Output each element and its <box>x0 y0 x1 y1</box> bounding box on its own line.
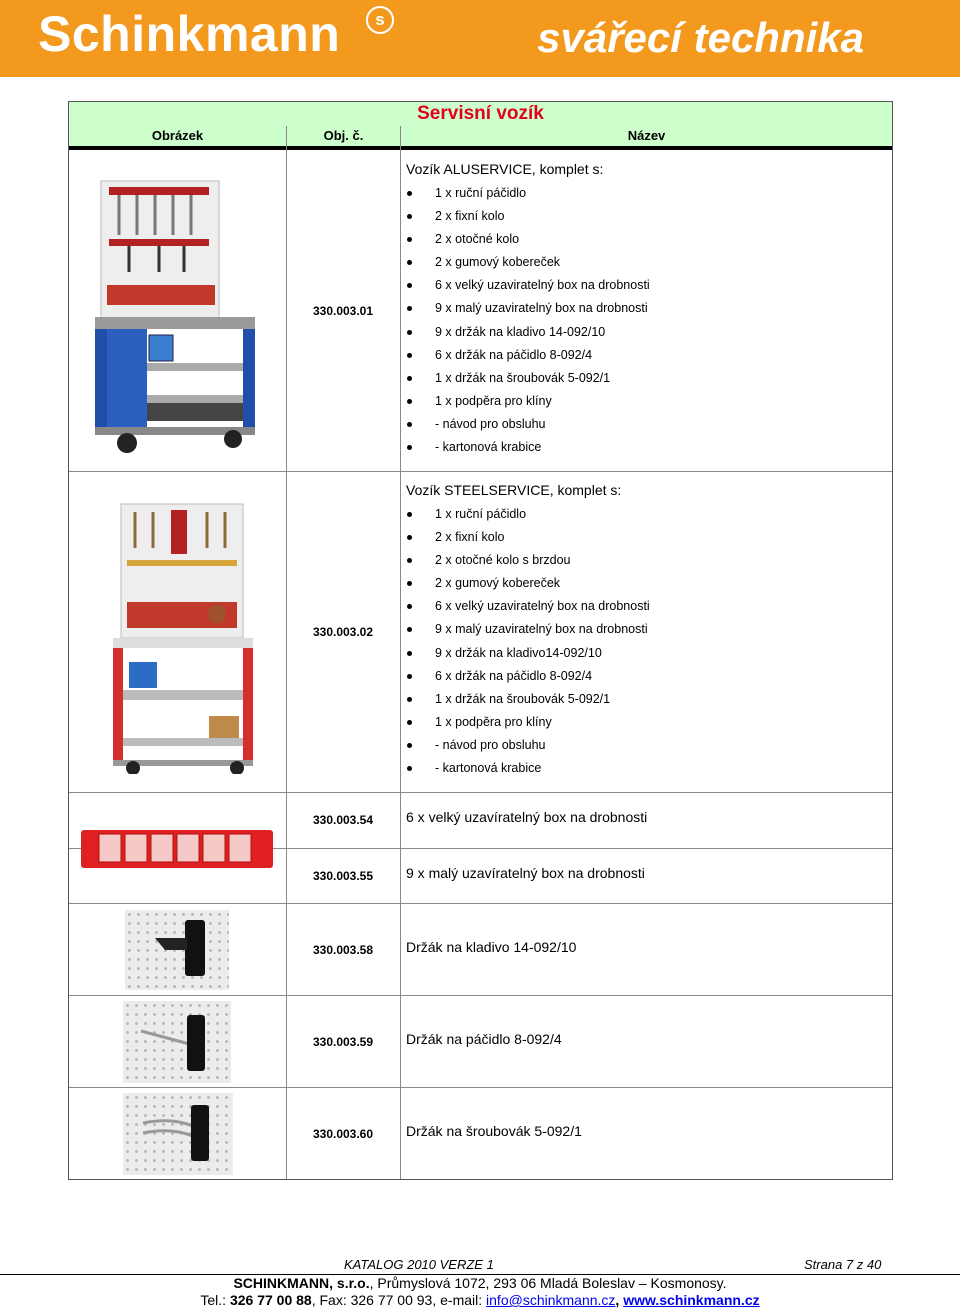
product-code: 330.003.54 <box>312 813 374 827</box>
holder-icon <box>123 1001 231 1083</box>
component-list <box>406 503 650 780</box>
list-item: 9 x malý uzaviratelný box na drobnosti <box>406 618 650 641</box>
list-item: 9 x malý uzaviratelný box na drobnosti <box>406 297 650 320</box>
list-item: 2 x fixní kolo <box>406 526 650 549</box>
product-code: 330.003.02 <box>312 625 374 639</box>
product-code: 330.003.01 <box>312 304 374 318</box>
footer-contact-line <box>0 1292 960 1308</box>
footer-page-number: Strana 7 z 40 <box>804 1257 882 1272</box>
screwdriver-holder-image <box>123 1093 233 1175</box>
hammer-holder-image <box>125 910 229 990</box>
steelservice-cart-image <box>109 502 259 774</box>
list-item: - návod pro obsluhu <box>406 734 650 757</box>
brand-mark: s <box>366 6 394 34</box>
table-title: Servisní vozík <box>69 102 892 127</box>
table-header-row <box>69 126 892 146</box>
list-item: 9 x držák na kladivo14-092/10 <box>406 642 650 665</box>
list-item: 6 x velký uzaviratelný box na drobnosti <box>406 595 650 618</box>
list-item: 6 x držák na páčidlo 8-092/4 <box>406 344 650 367</box>
list-item: 1 x ruční páčidlo <box>406 182 650 205</box>
column-header-image: Obrázek <box>151 128 204 143</box>
component-list <box>406 182 650 459</box>
row-divider <box>69 995 892 996</box>
row-divider <box>69 903 892 904</box>
row-divider <box>69 471 892 472</box>
list-item: 2 x gumový kobereček <box>406 251 650 274</box>
list-item: 1 x podpěra pro klíny <box>406 390 650 413</box>
brand-logo: Schinkmann <box>38 6 341 62</box>
holder-icon <box>125 910 229 990</box>
product-table <box>68 101 893 1180</box>
column-header-code: Obj. č. <box>323 128 364 143</box>
list-item: - kartonová krabice <box>406 757 650 780</box>
list-item: 1 x podpěra pro klíny <box>406 711 650 734</box>
product-code: 330.003.59 <box>312 1035 374 1049</box>
header-divider <box>69 146 892 150</box>
list-item: 6 x držák na páčidlo 8-092/4 <box>406 665 650 688</box>
product-name: 6 x velký uzavíratelný box na drobnosti <box>406 809 648 825</box>
list-item: 2 x fixní kolo <box>406 205 650 228</box>
footer-company-line <box>0 1275 960 1291</box>
row-divider <box>69 792 892 793</box>
column-divider <box>400 126 401 1179</box>
list-item: 9 x držák na kladivo 14-092/10 <box>406 321 650 344</box>
list-item: 1 x držák na šroubovák 5-092/1 <box>406 367 650 390</box>
list-item: 2 x otočné kolo <box>406 228 650 251</box>
footer-catalog: KATALOG 2010 VERZE 1 <box>344 1257 494 1272</box>
footer-tel: 326 77 00 88 <box>229 1292 312 1308</box>
product-name: Vozík ALUSERVICE, komplet s: <box>406 161 604 177</box>
list-item: - návod pro obsluhu <box>406 413 650 436</box>
footer-web-link[interactable]: www.schinkmann.cz <box>623 1292 760 1308</box>
product-name: Držák na kladivo 14-092/10 <box>406 939 577 955</box>
footer-separator: , <box>615 1292 624 1308</box>
product-code: 330.003.58 <box>312 943 374 957</box>
footer-fax: , Fax: 326 77 00 93, e-mail: <box>311 1292 487 1308</box>
holder-icon <box>123 1093 233 1175</box>
product-name: 9 x malý uzavíratelný box na drobnosti <box>406 865 645 881</box>
aluservice-cart-image <box>89 177 269 457</box>
column-header-name: Název <box>627 128 666 143</box>
product-name: Držák na páčidlo 8-092/4 <box>406 1031 562 1047</box>
list-item: 1 x ruční páčidlo <box>406 503 650 526</box>
product-name: Vozík STEELSERVICE, komplet s: <box>406 482 622 498</box>
product-name: Držák na šroubovák 5-092/1 <box>406 1123 582 1139</box>
footer-email-link[interactable]: info@schinkmann.cz <box>486 1292 616 1308</box>
column-divider <box>286 126 287 1179</box>
footer-company: SCHINKMANN, s.r.o. <box>233 1275 370 1291</box>
brand-tagline: svářecí technika <box>537 14 864 61</box>
list-item: 2 x gumový kobereček <box>406 572 650 595</box>
product-code: 330.003.55 <box>312 869 374 883</box>
footer-address: , Průmyslová 1072, 293 06 Mladá Boleslav – Kosmonosy. <box>369 1275 727 1291</box>
footer-tel-label: Tel.: <box>200 1292 230 1308</box>
page-header <box>0 0 960 77</box>
row-divider <box>69 1087 892 1088</box>
product-code: 330.003.60 <box>312 1127 374 1141</box>
large-box-strip-image <box>79 826 275 872</box>
list-item: - kartonová krabice <box>406 436 650 459</box>
pry-bar-holder-image <box>123 1001 231 1083</box>
list-item: 2 x otočné kolo s brzdou <box>406 549 650 572</box>
list-item: 6 x velký uzaviratelný box na drobnosti <box>406 274 650 297</box>
list-item: 1 x držák na šroubovák 5-092/1 <box>406 688 650 711</box>
